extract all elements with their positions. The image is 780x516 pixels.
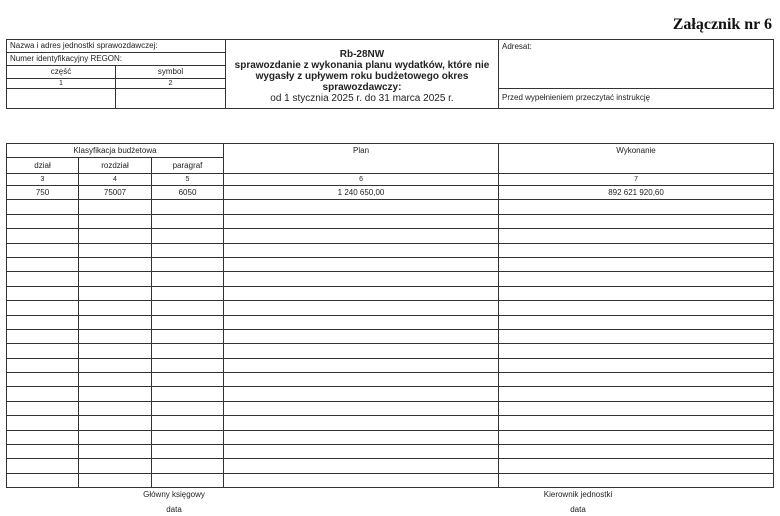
expenditure-table xyxy=(6,143,774,488)
empty-cell-dzial xyxy=(7,358,79,372)
empty-cell-rozdzial xyxy=(79,329,152,343)
col-rozdzial-header: rozdział xyxy=(79,158,152,174)
unit-head-date: data xyxy=(570,505,586,514)
empty-table-row xyxy=(7,229,774,243)
empty-cell-rozdzial xyxy=(79,358,152,372)
empty-table-row xyxy=(7,214,774,228)
empty-cell-paragraf xyxy=(152,286,224,300)
chief-accountant-label: Główny księgowy xyxy=(143,490,205,499)
empty-cell-paragraf xyxy=(152,229,224,243)
empty-cell-rozdzial xyxy=(79,257,152,271)
empty-cell-paragraf xyxy=(152,445,224,459)
col-dzial-header: dział xyxy=(7,158,79,174)
empty-cell-plan xyxy=(224,416,499,430)
col-num-3: 3 xyxy=(7,174,79,186)
symbol-value-cell xyxy=(116,88,226,108)
empty-cell-wykonanie xyxy=(499,257,774,271)
empty-cell-plan xyxy=(224,430,499,444)
empty-cell-paragraf xyxy=(152,344,224,358)
col-num-1: 1 xyxy=(7,78,116,88)
empty-table-row xyxy=(7,272,774,286)
plan-header: Plan xyxy=(224,144,499,174)
empty-cell-rozdzial xyxy=(79,243,152,257)
empty-table-row xyxy=(7,401,774,415)
empty-cell-wykonanie xyxy=(499,286,774,300)
empty-cell-paragraf xyxy=(152,387,224,401)
empty-table-row xyxy=(7,315,774,329)
empty-cell-dzial xyxy=(7,344,79,358)
empty-cell-dzial xyxy=(7,272,79,286)
col-czesc-label: część xyxy=(7,66,116,78)
cell-wykonanie: 892 621 920,60 xyxy=(499,186,774,200)
empty-cell-wykonanie xyxy=(499,430,774,444)
empty-cell-wykonanie xyxy=(499,315,774,329)
empty-cell-dzial xyxy=(7,459,79,473)
empty-cell-dzial xyxy=(7,243,79,257)
empty-cell-plan xyxy=(224,200,499,214)
empty-cell-rozdzial xyxy=(79,214,152,228)
empty-cell-rozdzial xyxy=(79,200,152,214)
empty-cell-dzial xyxy=(7,301,79,315)
cell-dzial: 750 xyxy=(7,186,79,200)
empty-cell-plan xyxy=(224,257,499,271)
col-paragraf-header: paragraf xyxy=(152,158,224,174)
empty-cell-paragraf xyxy=(152,301,224,315)
empty-table-row xyxy=(7,286,774,300)
empty-cell-rozdzial xyxy=(79,416,152,430)
empty-cell-paragraf xyxy=(152,358,224,372)
empty-cell-dzial xyxy=(7,315,79,329)
empty-cell-rozdzial xyxy=(79,430,152,444)
empty-table-row xyxy=(7,445,774,459)
empty-table-row xyxy=(7,301,774,315)
cell-rozdzial: 75007 xyxy=(79,186,152,200)
empty-cell-dzial xyxy=(7,416,79,430)
empty-cell-paragraf xyxy=(152,401,224,415)
empty-cell-paragraf xyxy=(152,257,224,271)
empty-cell-rozdzial xyxy=(79,286,152,300)
col-num-2: 2 xyxy=(116,78,226,88)
empty-cell-plan xyxy=(224,214,499,228)
czesc-value-cell xyxy=(7,88,116,108)
empty-cell-paragraf xyxy=(152,272,224,286)
classification-header: Klasyfikacja budżetowa xyxy=(7,144,224,158)
empty-cell-dzial xyxy=(7,373,79,387)
empty-cell-plan xyxy=(224,229,499,243)
report-period: od 1 stycznia 2025 r. do 31 marca 2025 r. xyxy=(270,93,454,104)
empty-cell-wykonanie xyxy=(499,229,774,243)
empty-cell-plan xyxy=(224,373,499,387)
empty-cell-dzial xyxy=(7,229,79,243)
empty-cell-paragraf xyxy=(152,473,224,487)
empty-cell-plan xyxy=(224,301,499,315)
empty-cell-wykonanie xyxy=(499,387,774,401)
empty-cell-dzial xyxy=(7,286,79,300)
empty-cell-rozdzial xyxy=(79,301,152,315)
empty-cell-wykonanie xyxy=(499,272,774,286)
empty-cell-plan xyxy=(224,243,499,257)
empty-cell-dzial xyxy=(7,329,79,343)
empty-cell-wykonanie xyxy=(499,445,774,459)
empty-table-row xyxy=(7,459,774,473)
empty-cell-wykonanie xyxy=(499,459,774,473)
annex-title: Załącznik nr 6 xyxy=(672,16,772,33)
empty-cell-rozdzial xyxy=(79,315,152,329)
empty-table-row xyxy=(7,344,774,358)
empty-cell-rozdzial xyxy=(79,272,152,286)
empty-cell-rozdzial xyxy=(79,229,152,243)
empty-cell-rozdzial xyxy=(79,401,152,415)
name-address-label: Nazwa i adres jednostki sprawozdawczej: xyxy=(7,40,226,53)
regon-label: Numer identyfikacyjny REGON: xyxy=(7,53,226,66)
chief-accountant-block xyxy=(94,490,254,514)
cell-plan: 1 240 650,00 xyxy=(224,186,499,200)
empty-cell-dzial xyxy=(7,473,79,487)
empty-cell-paragraf xyxy=(152,214,224,228)
empty-table-row xyxy=(7,387,774,401)
empty-cell-paragraf xyxy=(152,416,224,430)
adresat-label: Adresat: xyxy=(499,40,774,89)
empty-cell-plan xyxy=(224,344,499,358)
empty-cell-plan xyxy=(224,329,499,343)
table-row xyxy=(7,186,774,200)
report-title-block xyxy=(226,40,499,109)
empty-cell-wykonanie xyxy=(499,301,774,315)
empty-cell-rozdzial xyxy=(79,344,152,358)
empty-cell-wykonanie xyxy=(499,416,774,430)
empty-cell-wykonanie xyxy=(499,329,774,343)
empty-table-row xyxy=(7,329,774,343)
empty-cell-wykonanie xyxy=(499,243,774,257)
report-header-table xyxy=(6,39,774,109)
empty-cell-plan xyxy=(224,286,499,300)
unit-head-block xyxy=(498,490,658,514)
instruction-note: Przed wypełnieniem przeczytać instrukcję xyxy=(499,88,774,108)
empty-cell-plan xyxy=(224,387,499,401)
empty-cell-dzial xyxy=(7,214,79,228)
empty-cell-wykonanie xyxy=(499,473,774,487)
empty-cell-wykonanie xyxy=(499,373,774,387)
empty-cell-rozdzial xyxy=(79,445,152,459)
empty-cell-rozdzial xyxy=(79,373,152,387)
empty-cell-plan xyxy=(224,459,499,473)
col-num-6: 6 xyxy=(224,174,499,186)
empty-cell-plan xyxy=(224,473,499,487)
col-num-7: 7 xyxy=(499,174,774,186)
empty-cell-dzial xyxy=(7,200,79,214)
col-num-4: 4 xyxy=(79,174,152,186)
empty-cell-paragraf xyxy=(152,430,224,444)
empty-table-row xyxy=(7,200,774,214)
empty-table-row xyxy=(7,473,774,487)
empty-cell-paragraf xyxy=(152,243,224,257)
empty-table-row xyxy=(7,358,774,372)
chief-accountant-date: data xyxy=(166,505,182,514)
empty-cell-dzial xyxy=(7,387,79,401)
empty-cell-wykonanie xyxy=(499,358,774,372)
wykonanie-header: Wykonanie xyxy=(499,144,774,174)
empty-cell-wykonanie xyxy=(499,214,774,228)
col-symbol-label: symbol xyxy=(116,66,226,78)
empty-cell-plan xyxy=(224,315,499,329)
empty-cell-paragraf xyxy=(152,329,224,343)
empty-table-row xyxy=(7,416,774,430)
empty-cell-rozdzial xyxy=(79,459,152,473)
empty-cell-plan xyxy=(224,358,499,372)
empty-cell-plan xyxy=(224,401,499,415)
empty-cell-dzial xyxy=(7,430,79,444)
empty-cell-plan xyxy=(224,272,499,286)
empty-table-row xyxy=(7,373,774,387)
cell-paragraf: 6050 xyxy=(152,186,224,200)
empty-cell-dzial xyxy=(7,401,79,415)
empty-table-row xyxy=(7,430,774,444)
empty-cell-wykonanie xyxy=(499,401,774,415)
empty-cell-paragraf xyxy=(152,200,224,214)
empty-cell-paragraf xyxy=(152,315,224,329)
empty-cell-wykonanie xyxy=(499,344,774,358)
empty-table-row xyxy=(7,243,774,257)
report-title: sprawozdanie z wykonania planu wydatków, które nie wygasły z upływem roku budżetowego okres sprawozdawczy: xyxy=(234,60,490,93)
empty-cell-plan xyxy=(224,445,499,459)
report-code: Rb-28NW xyxy=(339,49,385,60)
unit-head-label: Kierownik jednostki xyxy=(543,490,613,499)
empty-cell-rozdzial xyxy=(79,387,152,401)
empty-cell-rozdzial xyxy=(79,473,152,487)
col-num-5: 5 xyxy=(152,174,224,186)
empty-cell-dzial xyxy=(7,257,79,271)
empty-cell-paragraf xyxy=(152,459,224,473)
empty-cell-paragraf xyxy=(152,373,224,387)
empty-cell-wykonanie xyxy=(499,200,774,214)
empty-table-row xyxy=(7,257,774,271)
empty-cell-dzial xyxy=(7,445,79,459)
